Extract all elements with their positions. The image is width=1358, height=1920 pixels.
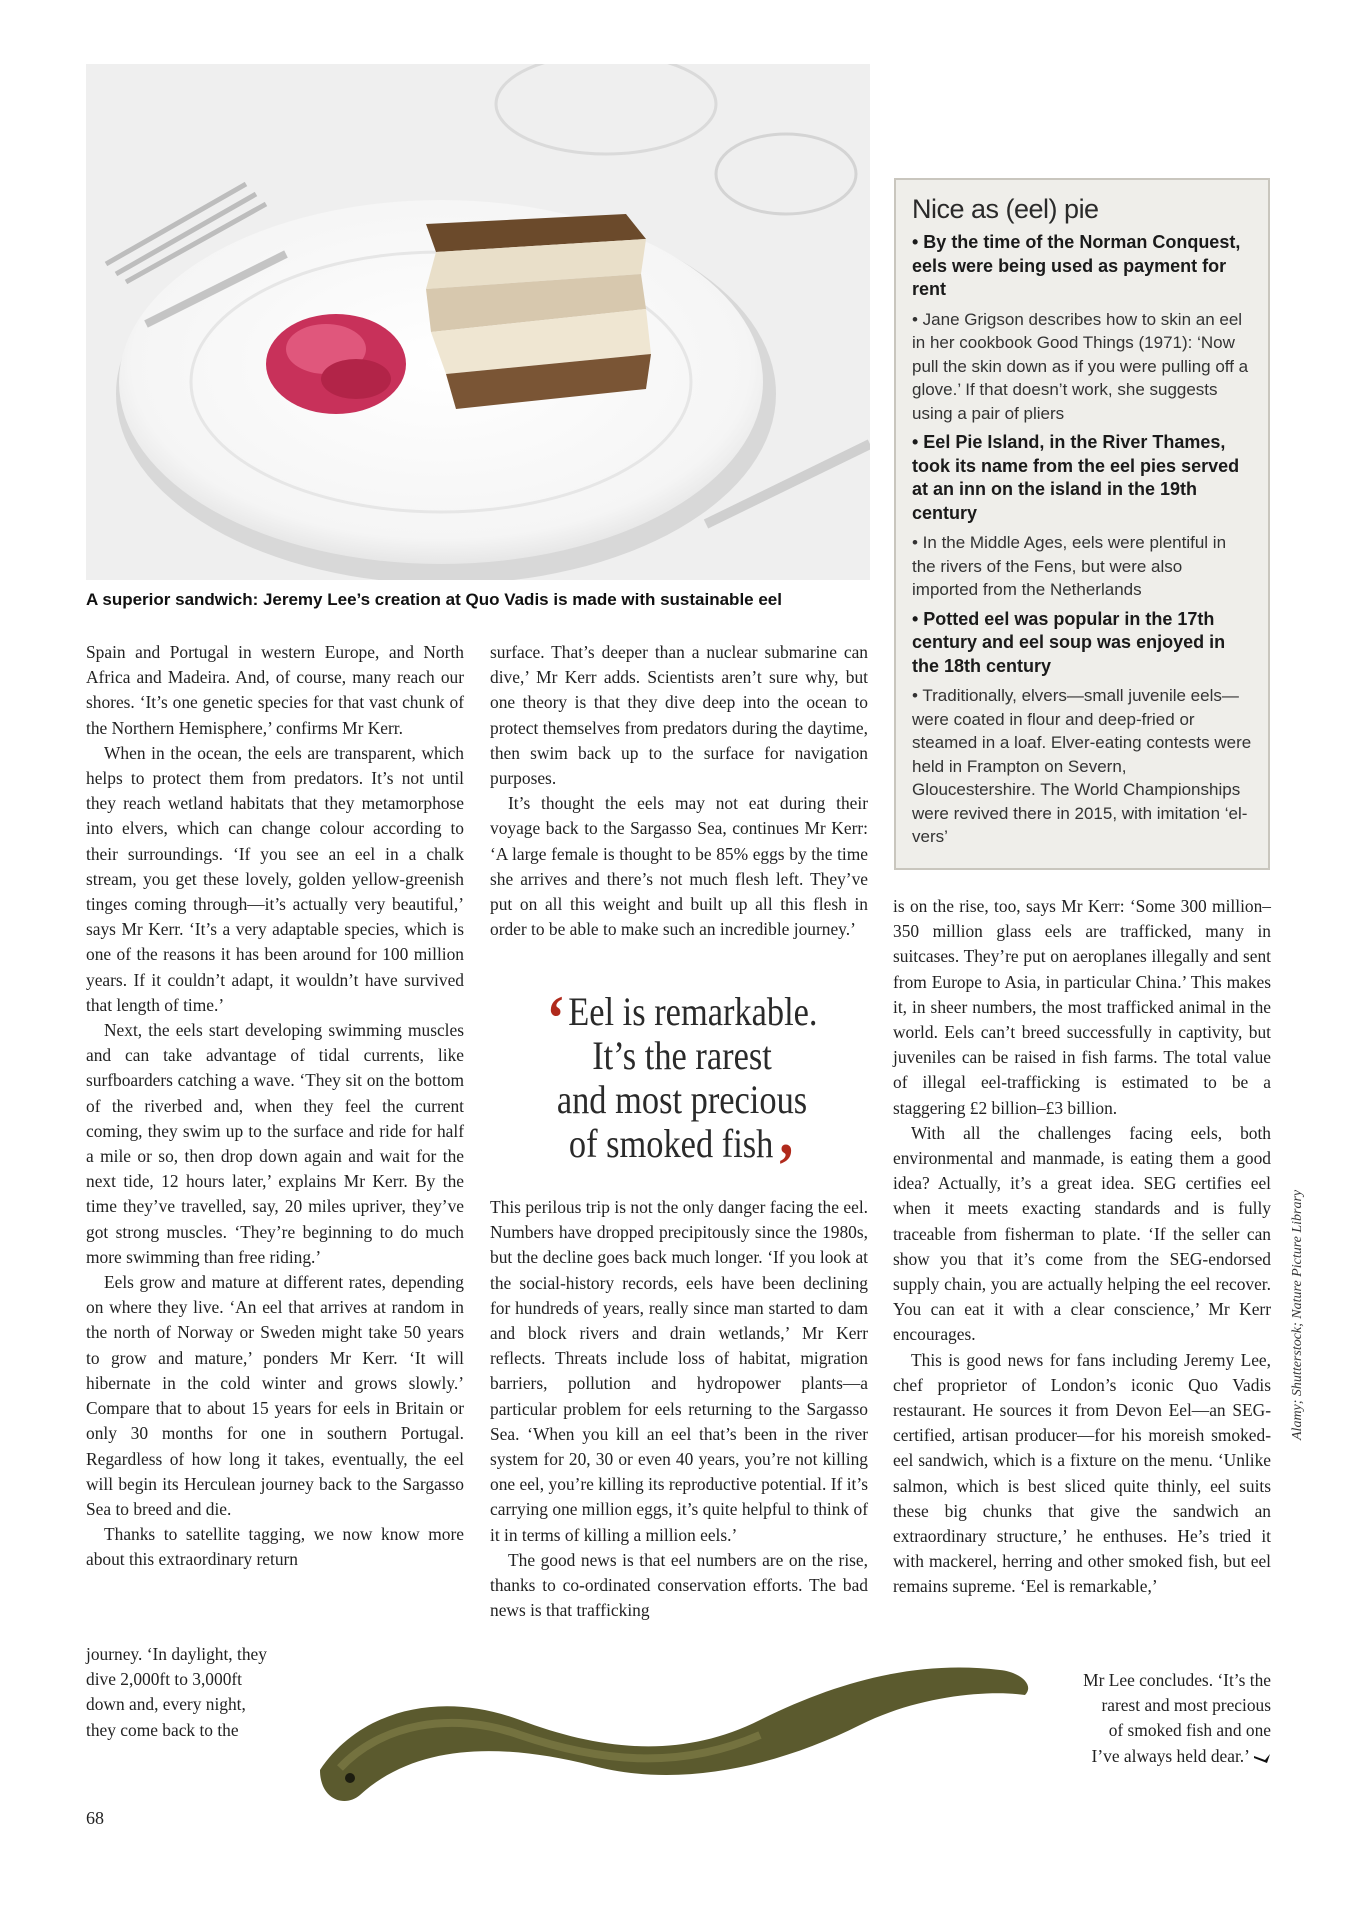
paragraph: This perilous trip is not the only danger facing the eel. Numbers have dropped precipitously since the 1980s, but the decline goes back much longer. ‘If you look at the social-history records, eels have been declining for hundreds of years, really since man started to dam and block rivers and drain wetlands,’ Mr Kerr reflects. Threats include loss of habitat, migration barriers, pollution and hydropower plants—a particular problem for eels returning to the Sargasso Sea. ‘When you kill an eel that’s been in the river system for 20, 30 or even 40 years, you’re not killing one eel, you’re killing its reproductive potential. If it’s carrying one million eggs, it’s quite helpful to think of it in terms of killing a million eels.’	[490, 1197, 868, 1545]
text-line: of smoked fish and one	[1108, 1720, 1271, 1741]
paragraph: Eels grow and mature at different rates, depending on where they live. ‘An eel that arrives at random in the north of Norway or Sweden might take 50 years to grow and mature,’ ponders Mr Kerr. ‘It will hibernate in the cold winter and grows slowly.’ Compare that to about 15 years for eels in Britain or only 30 months for one in southern Portugal. Regardless of how long it takes, eventually, the eel will begin its Herculean journey back to the Sargasso Sea to breed and die.	[86, 1272, 464, 1519]
pull-quote-line: and most precious	[556, 1077, 808, 1122]
pull-quote	[519, 982, 846, 1201]
article-column-2	[490, 640, 868, 942]
paragraph: surface. That’s deeper than a nuclear submarine can dive,’ Mr Kerr adds. Scientists aren’t sure why, but one theory is that they dive deep into the ocean to protect themselves from predators during the daytime, then swim back up to the surface for navigation purposes.	[490, 642, 868, 789]
text-line: journey. ‘In daylight, they	[86, 1644, 267, 1664]
factbox-sidebar	[894, 178, 1270, 870]
paragraph: Next, the eels start developing swimming muscles and can take advantage of tidal currents, like surfboarders catching a wave. ‘They sit on the bottom of the riverbed and, when they feel the current coming, they swim up to the surface and ride for half a mile or so, then drop down again and wait for the next tide, 12 hours later,’ explains Mr Kerr. By the time they’ve travelled, say, 20 miles upriver, they’ve got strong muscles. ‘They’re beginning to do much more swimming than free riding.’	[86, 1020, 464, 1267]
open-quote-icon: ‘	[546, 982, 565, 1053]
sidebar-fact: • Jane Grigson describes how to skin an eel in her cookbook Good Things (1971): ‘Now pull the skin down as if you were pulling off a glove.’ If that doesn’t work, she suggests using a pair of pliers	[912, 309, 1249, 423]
sidebar-fact: • Eel Pie Island, in the River Thames, took its name from the eel pies served at an inn on the island in the 19th century	[912, 432, 1240, 523]
photo-caption: A superior sandwich: Jeremy Lee’s creation at Quo Vadis is made with sustainable eel	[86, 590, 782, 609]
sidebar-title: Nice as (eel) pie	[912, 194, 1099, 224]
text-line: rarest and most precious	[1101, 1695, 1271, 1716]
sandwich-illustration	[86, 64, 870, 580]
article-column-3	[893, 894, 1271, 1600]
paragraph: is on the rise, too, says Mr Kerr: ‘Some 300 million–350 million glass eels are trafficked, many in suitcases. They’re put on aeroplanes illegally and sent from Europe to Asia, in particular China.’ This makes it, in sheer numbers, the most trafficked animal in the world. Eels can’t breed successfully in captivity, but juveniles can be raised in fish farms. The total value of illegal eel-trafficking is estimated to be a staggering £2 billion–£3 billion.	[893, 896, 1271, 1118]
sandwich-photo	[86, 64, 870, 580]
text-line: they come back to the	[86, 1719, 239, 1740]
paragraph: When in the ocean, the eels are transparent, which helps to protect them from predators. It’s not until they reach wetland habitats that they metamorphose into elvers, which can change colour according to their surroundings. ‘If you see an eel in a chalk stream, you get these lovely, golden yellow-greenish tinges coming through—it’s actually very beautiful,’ says Mr Kerr. ‘It’s a very adaptable species, which is one of the reasons it has been around for 100 million years. If it couldn’t adapt, it wouldn’t have survived that length of time.’	[86, 742, 464, 1015]
article-column-2-lower	[490, 1195, 868, 1623]
paragraph: The good news is that eel numbers are on the rise, thanks to co-ordinated conservation efforts. The bad news is that trafficking	[490, 1549, 868, 1621]
end-mark-icon	[1253, 1752, 1271, 1764]
sidebar-fact: • Potted eel was popular in the 17th century and eel soup was enjoyed in the 18th century	[912, 608, 1226, 676]
text-line: Mr Lee concludes. ‘It’s the	[1083, 1670, 1271, 1690]
photo-credit: Alamy; Shutterstock; Nature Picture Library	[1290, 1189, 1305, 1440]
paragraph: With all the challenges facing eels, both environmental and manmade, is eating them a good idea? Actually, it’s a great idea. SEG certifies eel when it meets exacting standards and is fully traceable from fisherman to plate. ‘If the seller can show you that it’s come from the SEG-endorsed supply chain, you are actually helping the eel recover. You can eat it with a clear conscience,’ Mr Kerr encourages.	[893, 1122, 1271, 1345]
text-line: down and, every night,	[86, 1694, 246, 1715]
paragraph: Thanks to satellite tagging, we now know more about this extraordinary return	[86, 1524, 464, 1570]
sidebar-fact: • In the Middle Ages, eels were plentiful in the rivers of the Fens, but were also imported from the Netherlands	[912, 533, 1227, 599]
sidebar-fact: • By the time of the Norman Conquest, eels were being used as payment for rent	[912, 232, 1241, 299]
paragraph: It’s thought the eels may not eat during their voyage back to the Sargasso Sea, continues Mr Kerr: ‘A large female is thought to be 85% eggs by the time she arrives and there’s not much flesh left. They’ve put on all this weight and built up all this flesh in order to be able to make such an incredible journey.’	[490, 793, 868, 940]
page-number: 68	[86, 1808, 104, 1828]
pull-quote-line: It’s the rarest	[592, 1033, 772, 1078]
pull-quote-line: of smoked fish	[568, 1121, 774, 1166]
text-line: I’ve always held dear.’	[1091, 1745, 1249, 1766]
close-quote-icon: ’	[776, 1130, 796, 1201]
paragraph: This is good news for fans including Jeremy Lee, chef proprietor of London’s iconic Quo Vadis restaurant. He sources it from Devon Eel—an SEG-certified, artisan producer—for his moreish smoked-eel sandwich, which is a fixture on the menu. ‘Unlike salmon, which is best sliced quite thinly, eel suits these big chunks that give the sandwich an extraordinary structure,’ he enthuses. He’s tried it with mackerel, herring and other smoked fish, but eel remains supreme. ‘Eel is remarkable,’	[893, 1349, 1271, 1597]
pull-quote-line: Eel is remarkable.	[568, 989, 818, 1034]
eel-illustration	[300, 1650, 1040, 1830]
paragraph: Spain and Portugal in western Europe, and North Africa and Madeira. And, of course, many reach our shores. ‘It’s one genetic species for that vast chunk of the Northern Hemisphere,’ confirms Mr Kerr.	[86, 642, 464, 738]
sidebar-fact: • Traditionally, elvers—small juvenile eels—were coated in flour and deep-fried or steamed in a loaf. Elver-eating contests were held in Frampton on Severn, Gloucestershire. The World Championships were revived there in 2015, with imitation ‘el-vers’	[912, 686, 1252, 846]
article-column-1	[86, 640, 464, 1573]
text-line: dive 2,000ft to 3,000ft	[86, 1669, 243, 1690]
